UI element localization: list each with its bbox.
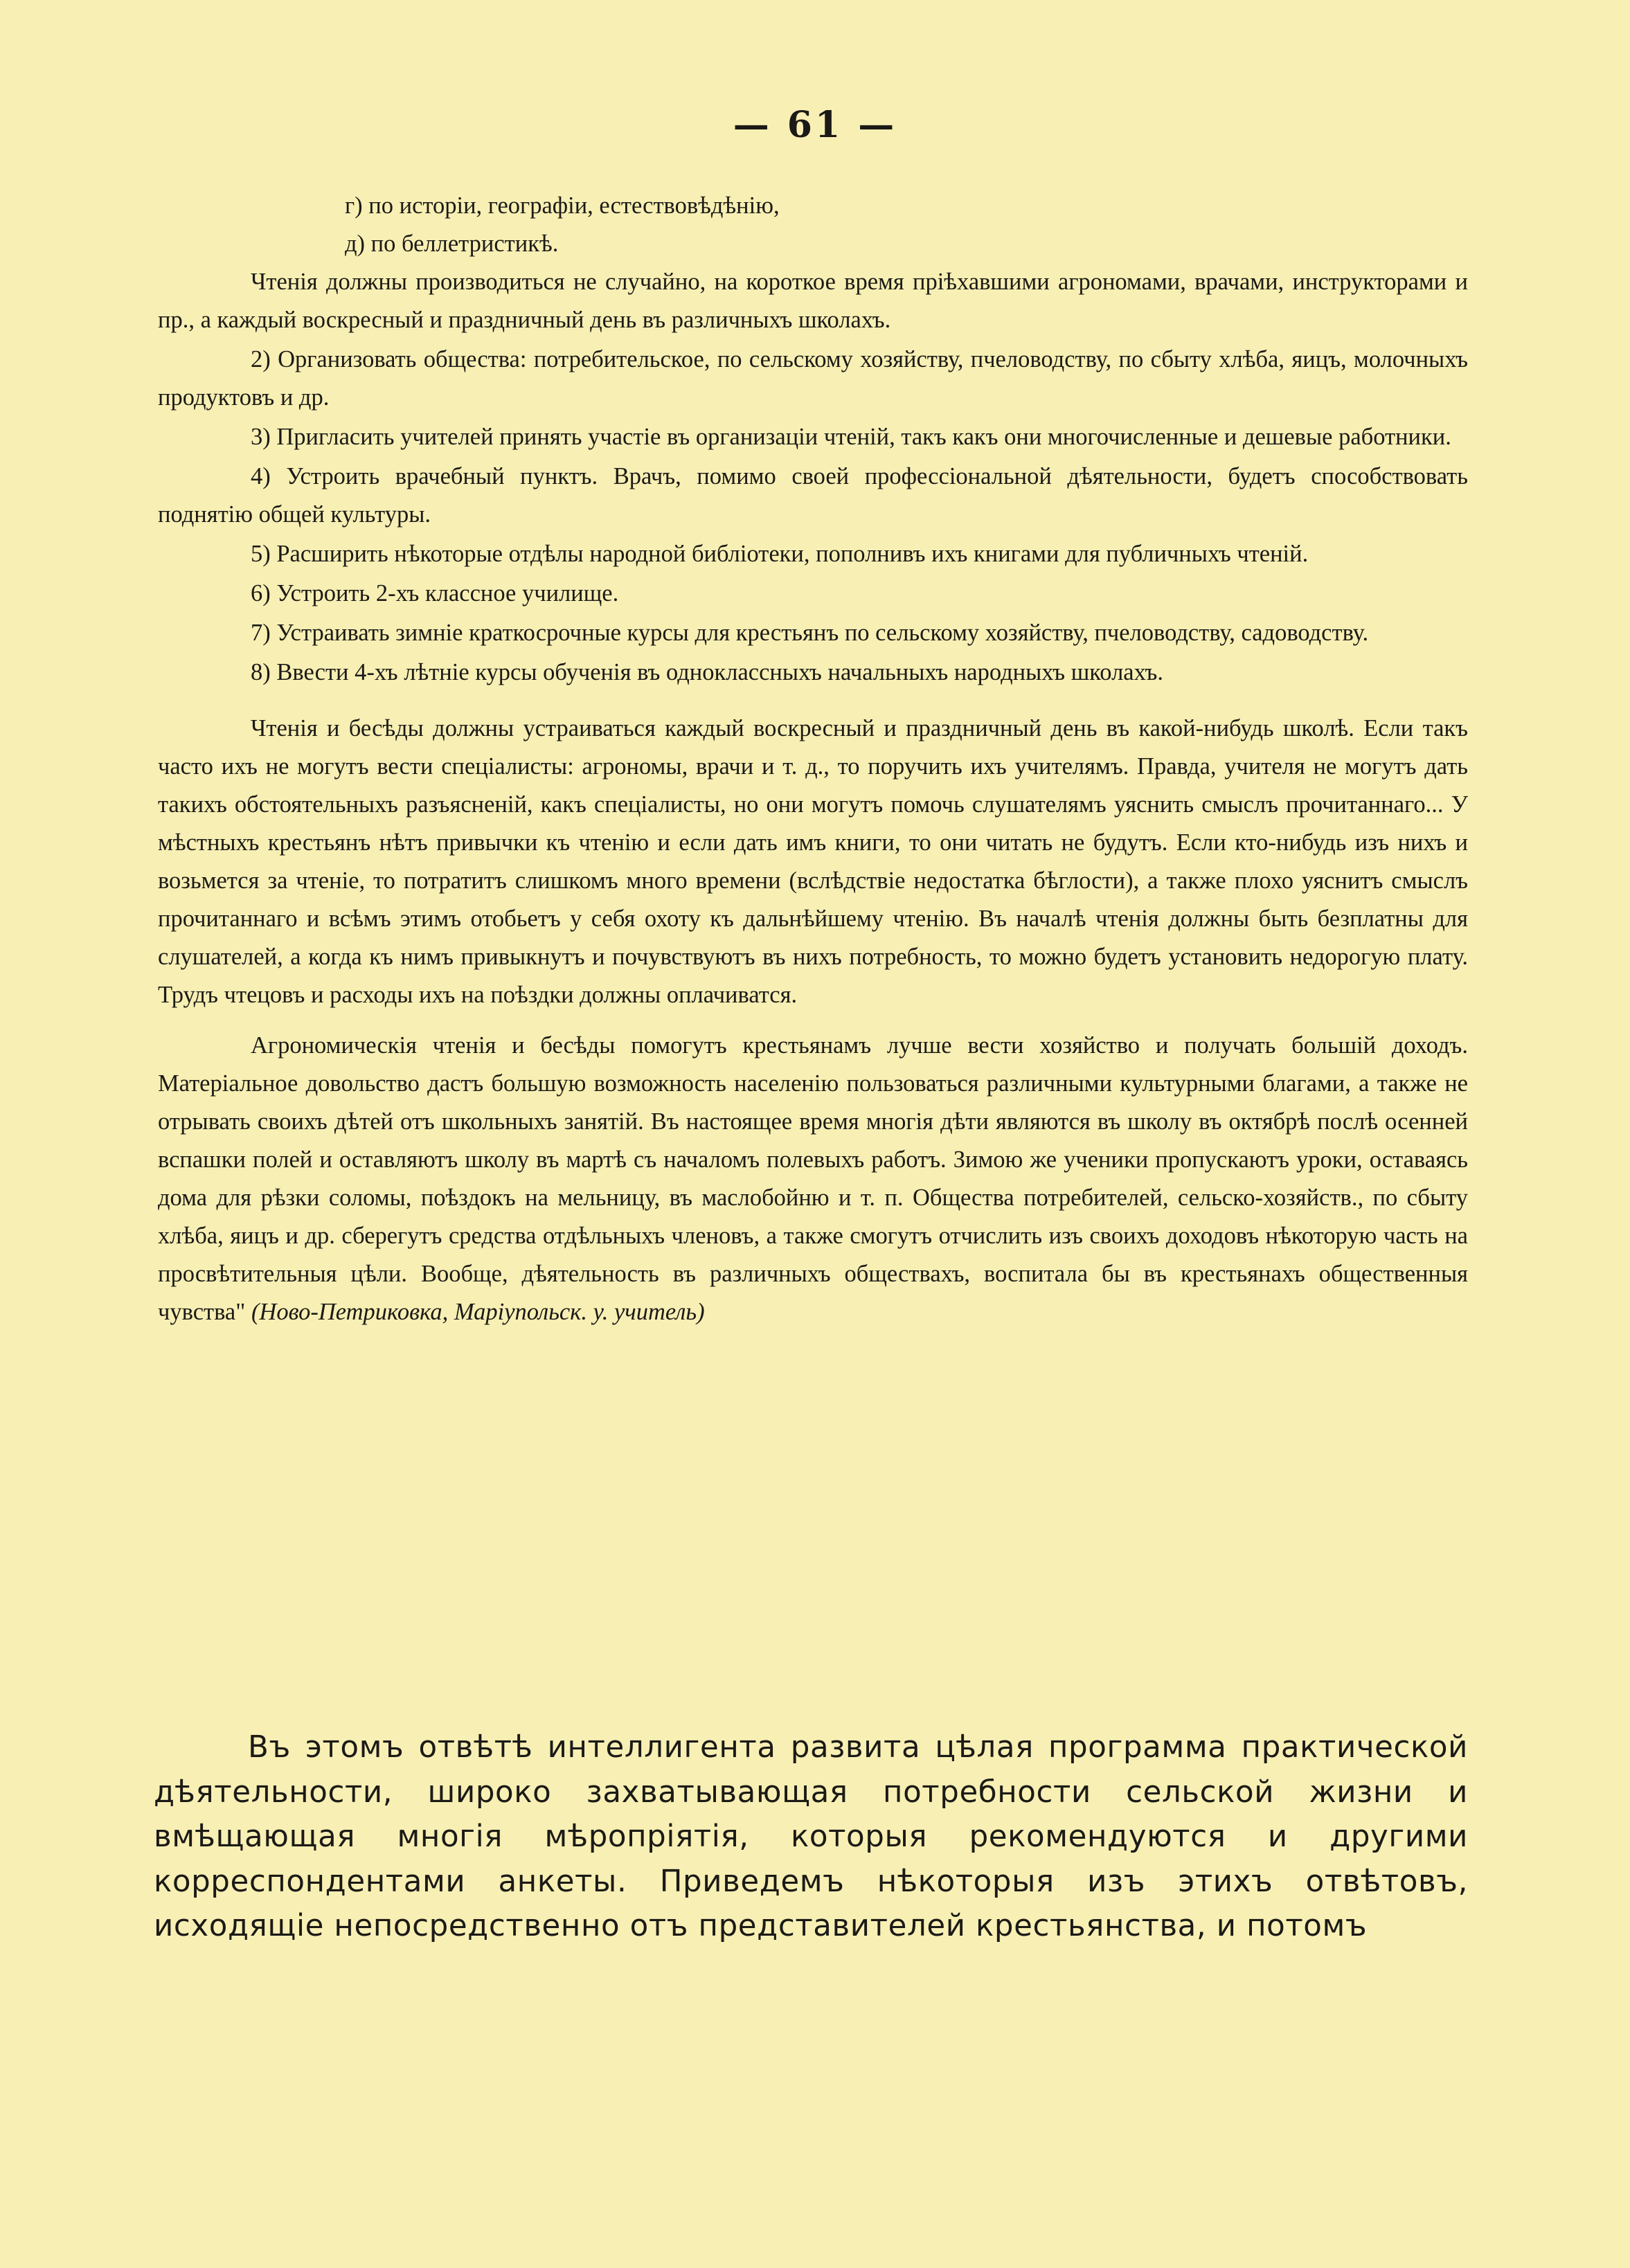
paragraph-text: Агрономическія чтенія и бесѣды помогутъ крестьянамъ лучше вести хозяйство и получать большій доходъ. Матеріальное довольство дастъ большую возможность населенію пользоваться различными культурными благами, а также не отрывать своихъ дѣтей отъ школьныхъ занятій. Въ настоящее время многія дѣти являются въ школу въ октябрѣ послѣ осенней вспашки полей и оставляютъ школу въ мартѣ съ началомъ полевыхъ работъ. Зимою же ученики пропускаютъ уроки, оставаясь дома для рѣзки соломы, поѣздокъ на мельницу, въ маслобойню и т. п. Общества потребителей, сельско-хозяйств., по сбыту хлѣба, яицъ и др. сберегутъ средства отдѣльныхъ членовъ, а также смогутъ отчислить изъ своихъ доходовъ нѣкоторую часть на просвѣтительныя цѣли. Вообще, дѣятельность въ различныхъ обществахъ, воспитала бы въ крестьянахъ общественныя чувства" [158, 1032, 1468, 1325]
quoted-response [158, 187, 1468, 1331]
list-item: д) по беллетристикѣ. [345, 231, 559, 257]
page-number: — 61 — [733, 104, 897, 146]
list-item: 4) Устроить врачебный пунктъ. Врачъ, помимо своей профессіональной дѣятельности, будетъ способствовать поднятію общей культуры. [158, 463, 1468, 528]
paragraph: Чтенія и бесѣды должны устраиваться каждый воскресный и праздничный день въ какой-нибудь школѣ. Если такъ часто ихъ не могутъ вести спеціалисты: агрономы, врачи и т. д., то поручить ихъ учителямъ. Правда, учителя не могутъ дать такихъ обстоятельныхъ разъясненій, какъ спеціалисты, но они могутъ помочь слушателямъ уяснить смыслъ прочитаннаго... У мѣстныхъ крестьянъ нѣтъ привычки къ чтенію и если дать имъ книги, то они читать не будутъ. Если кто-нибудь изъ нихъ и возьмется за чтеніе, то потратитъ слишкомъ много времени (вслѣдствіе недостатка бѣглости), а также плохо уяснитъ смыслъ прочитаннаго и всѣмъ этимъ отобьетъ у себя охоту къ дальнѣйшему чтенію. Въ началѣ чтенія должны быть безплатны для слушателей, а когда къ нимъ привыкнутъ и почувствуютъ въ нихъ потребность, то можно будетъ установить недорогую плату. Трудъ чтецовъ и расходы ихъ на поѣздки должны оплачиватся. [158, 715, 1468, 1008]
list-item: г) по исторіи, географіи, естествовѣдѣнію, [345, 192, 780, 219]
signature: (Ново-Петриковка, Маріупольск. у. учитель) [251, 1299, 705, 1325]
main-text [154, 1725, 1468, 1949]
list-item: 7) Устраивать зимніе краткосрочные курсы для крестьянъ по сельскому хозяйству, пчеловодству, садоводству. [251, 620, 1369, 646]
paragraph: Въ этомъ отвѣтѣ интеллигента развита цѣлая программа практической дѣятельности, широко захватывающая потребности сельской жизни и вмѣщающая многія мѣропріятія, которыя рекомендуются и другими корреспондентами анкеты. Приведемъ нѣкоторыя изъ этихъ отвѣтовъ, исходящіе непосредственно отъ представителей крестьянства, и потомъ [154, 1730, 1468, 1943]
list-item: 2) Организовать общества: потребительское, по сельскому хозяйству, пчеловодству, по сбыту хлѣба, яицъ, молочныхъ продуктовъ и др. [158, 346, 1468, 411]
paragraph: Чтенія должны производиться не случайно, на короткое время пріѣхавшими агрономами, врачами, инструкторами и пр., а каждый воскресный и праздничный день въ различныхъ школахъ. [158, 269, 1468, 333]
list-item: 3) Пригласить учителей принять участіе въ организаціи чтеній, такъ какъ они многочисленные и дешевые работники. [251, 424, 1451, 450]
list-item: 8) Ввести 4-хъ лѣтніе курсы обученія въ одноклассныхъ начальныхъ народныхъ школахъ. [251, 659, 1164, 685]
list-item: 5) Расширить нѣкоторые отдѣлы народной библіотеки, пополнивъ ихъ книгами для публичныхъ чтеній. [251, 541, 1309, 567]
paragraph [158, 1027, 1468, 1331]
list-item: 6) Устроить 2-хъ классное училище. [251, 580, 619, 606]
